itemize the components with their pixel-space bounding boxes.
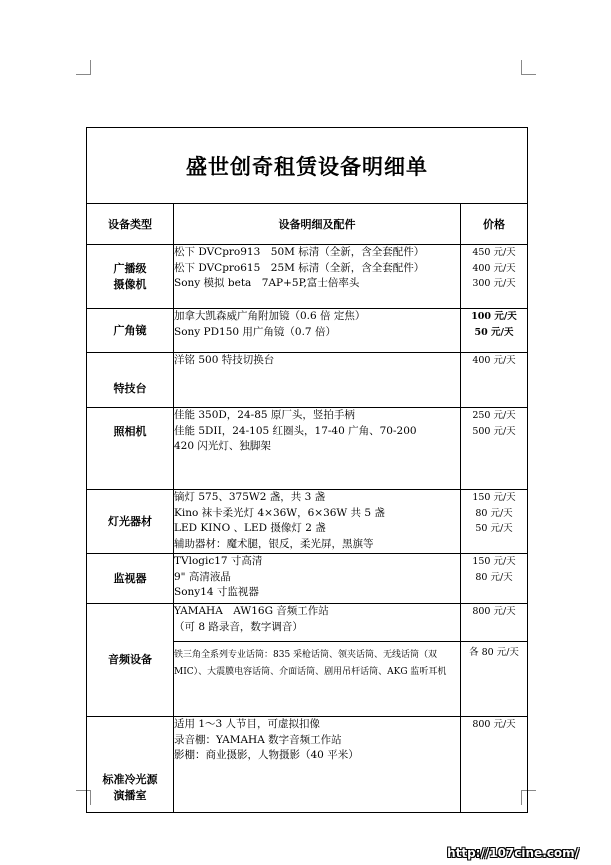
page-title: 盛世创奇租赁设备明细单 xyxy=(186,153,428,179)
category-cell: 特技台 xyxy=(87,353,174,408)
details-cell: 铁三角全系列专业话筒：835 采枪话筒、领夹话筒、无线话筒（双 MIC）、大震膜电容话筒、介面话筒、剧用吊杆话筒、AKG 监听耳机 xyxy=(174,642,461,717)
details-cell: 镝灯 575、375W2 盏，共 3 盏 Kino 袜卡柔光灯 4×36W，6×36W 共 5 盏 LED KINO 、LED 摄像灯 2 盏 辅助器材：魔术腿，银反，柔光屏，黑旗等 xyxy=(174,490,461,554)
table-row xyxy=(87,604,528,642)
table-row xyxy=(87,490,528,554)
details-cell: 佳能 350D，24-85 原厂头，竖拍手柄 佳能 5DII，24-105 红圈头，17-40 广角、70-200 420 闪光灯、独脚架 xyxy=(174,408,461,490)
header-type: 设备类型 xyxy=(87,204,174,245)
price-cell: 400 元/天 xyxy=(461,353,528,408)
crop-mark-top-left xyxy=(76,60,91,75)
category-cell: 广角镜 xyxy=(87,309,174,353)
header-row xyxy=(87,204,528,245)
header-details: 设备明细及配件 xyxy=(174,204,461,245)
details-cell: 加拿大凯森威广角附加镜（0.6 倍 定焦） Sony PD150 用广角镜（0.7 倍） xyxy=(174,309,461,353)
table-row xyxy=(87,717,528,813)
table-row xyxy=(87,353,528,408)
title-cell xyxy=(87,128,528,204)
price-cell: 800 元/天 xyxy=(461,717,528,813)
category-cell: 监视器 xyxy=(87,554,174,604)
category-cell: 音频设备 xyxy=(87,604,174,717)
details-cell: 松下 DVCpro913 50M 标清（全新，含全套配件） 松下 DVCpro615 25M 标清（全新，含全套配件） Sony 模拟 beta 7AP+5P,富士倍率头 xyxy=(174,245,461,309)
details-cell: YAMAHA AW16G 音频工作站 （可 8 路录音，数字调音） xyxy=(174,604,461,642)
category-cell: 广播级 摄像机 xyxy=(87,245,174,309)
header-price: 价格 xyxy=(461,204,528,245)
category-cell: 灯光器材 xyxy=(87,490,174,554)
price-cell: 各 80 元/天 xyxy=(461,642,528,717)
table-row xyxy=(87,554,528,604)
table-row xyxy=(87,245,528,309)
table-row xyxy=(87,408,528,490)
details-cell: 适用 1～3 人节目，可虚拟扣像 录音棚：YAMAHA 数字音频工作站 影棚：商业摄影，人物摄影（40 平米） xyxy=(174,717,461,813)
price-cell: 800 元/天 xyxy=(461,604,528,642)
price-cell: 150 元/天 80 元/天 50 元/天 xyxy=(461,490,528,554)
watermark: http://107cine.com/ xyxy=(447,846,579,860)
category-cell: 照相机 xyxy=(87,408,174,490)
price-cell: 100 元/天 50 元/天 xyxy=(461,309,528,353)
table-row xyxy=(87,309,528,353)
details-cell: 洋铭 500 特技切换台 xyxy=(174,353,461,408)
crop-mark-top-right xyxy=(521,60,536,75)
price-cell: 150 元/天 80 元/天 xyxy=(461,554,528,604)
rental-equipment-table xyxy=(86,127,528,813)
price-cell: 250 元/天 500 元/天 xyxy=(461,408,528,490)
details-cell: TVlogic17 寸高清 9" 高清液晶 Sony14 寸监视器 xyxy=(174,554,461,604)
price-cell: 450 元/天 400 元/天 300 元/天 xyxy=(461,245,528,309)
category-cell: 标准冷光源 演播室 xyxy=(87,717,174,813)
